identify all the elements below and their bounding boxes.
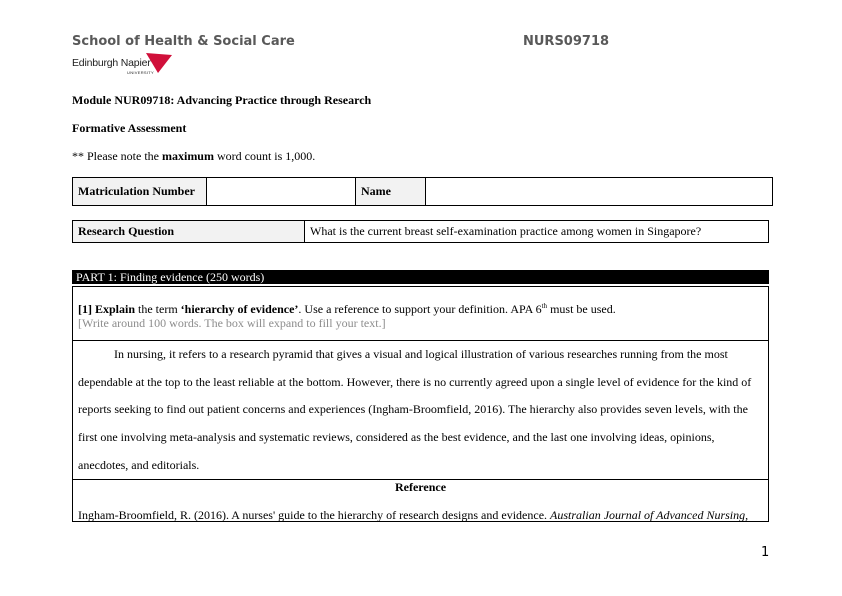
matric-label: Matriculation Number <box>73 178 207 206</box>
logo-subtext: UNIVERSITY <box>127 70 155 75</box>
logo-triangle-icon <box>146 51 172 73</box>
reference-text: Ingham-Broomfield, R. (2016). A nurses' guide to the hierarchy of research designs and evidence. <box>78 508 551 522</box>
answer1-box[interactable] <box>72 340 769 480</box>
question1-prompt <box>78 299 763 316</box>
student-details-table <box>72 177 773 206</box>
matric-value-field[interactable] <box>207 178 356 206</box>
logo-text: Edinburgh Napier <box>72 57 151 69</box>
course-code: NURS09718 <box>523 34 610 49</box>
research-question-label: Research Question <box>73 221 305 243</box>
word-note-emphasis: maximum <box>161 149 214 163</box>
research-question-table <box>72 220 769 243</box>
question1-text3: must be used. <box>547 302 616 316</box>
reference-journal: Australian Journal of Advanced Nursing, <box>550 508 749 522</box>
question1-number: [1] Explain <box>78 302 136 316</box>
research-question-text: What is the current breast self-examination practice among women in Singapore? <box>305 221 769 243</box>
question1-text2: . Use a reference to support your definition. APA 6 <box>298 302 542 316</box>
question1-hint: [Write around 100 words. The box will expand to fill your text.] <box>78 316 386 330</box>
name-value-field[interactable] <box>426 178 773 206</box>
name-label: Name <box>356 178 426 206</box>
reference-box <box>72 479 769 522</box>
reference-heading: Reference <box>394 480 447 494</box>
university-logo <box>72 51 182 77</box>
question1-box <box>72 286 769 341</box>
module-title: Module NUR09718: Advancing Practice through Research <box>72 93 372 107</box>
word-note-prefix: ** Please note the <box>72 149 162 163</box>
page-number: 1 <box>761 545 770 560</box>
school-name: School of Health & Social Care <box>72 34 295 49</box>
question1-sup: th <box>541 302 548 310</box>
question1-text1: the term <box>135 302 181 316</box>
word-count-note <box>72 149 315 164</box>
word-note-suffix: word count is 1,000. <box>213 149 316 163</box>
assessment-type: Formative Assessment <box>72 121 187 135</box>
part1-title-bar: PART 1: Finding evidence (250 words) <box>72 270 769 284</box>
question1-term: ‘hierarchy of evidence’ <box>180 302 299 316</box>
answer1-text: In nursing, it refers to a research pyramid that gives a visual and logical illustration of various researches running from the most dependable at the top to the least reliable at the bottom. However, there is no currently agreed upon a single level of evidence for the kind of reports seeking to find out patient concerns and experiences (Ingham-Broomfield, 2016). The hierarchy also provides seven levels, with the first one involving meta-analysis and systematic reviews, considered as the best evidence, and the last one involving ideas, opinions, anecdotes, and editorials. <box>78 347 752 472</box>
reference-entry <box>78 508 763 522</box>
